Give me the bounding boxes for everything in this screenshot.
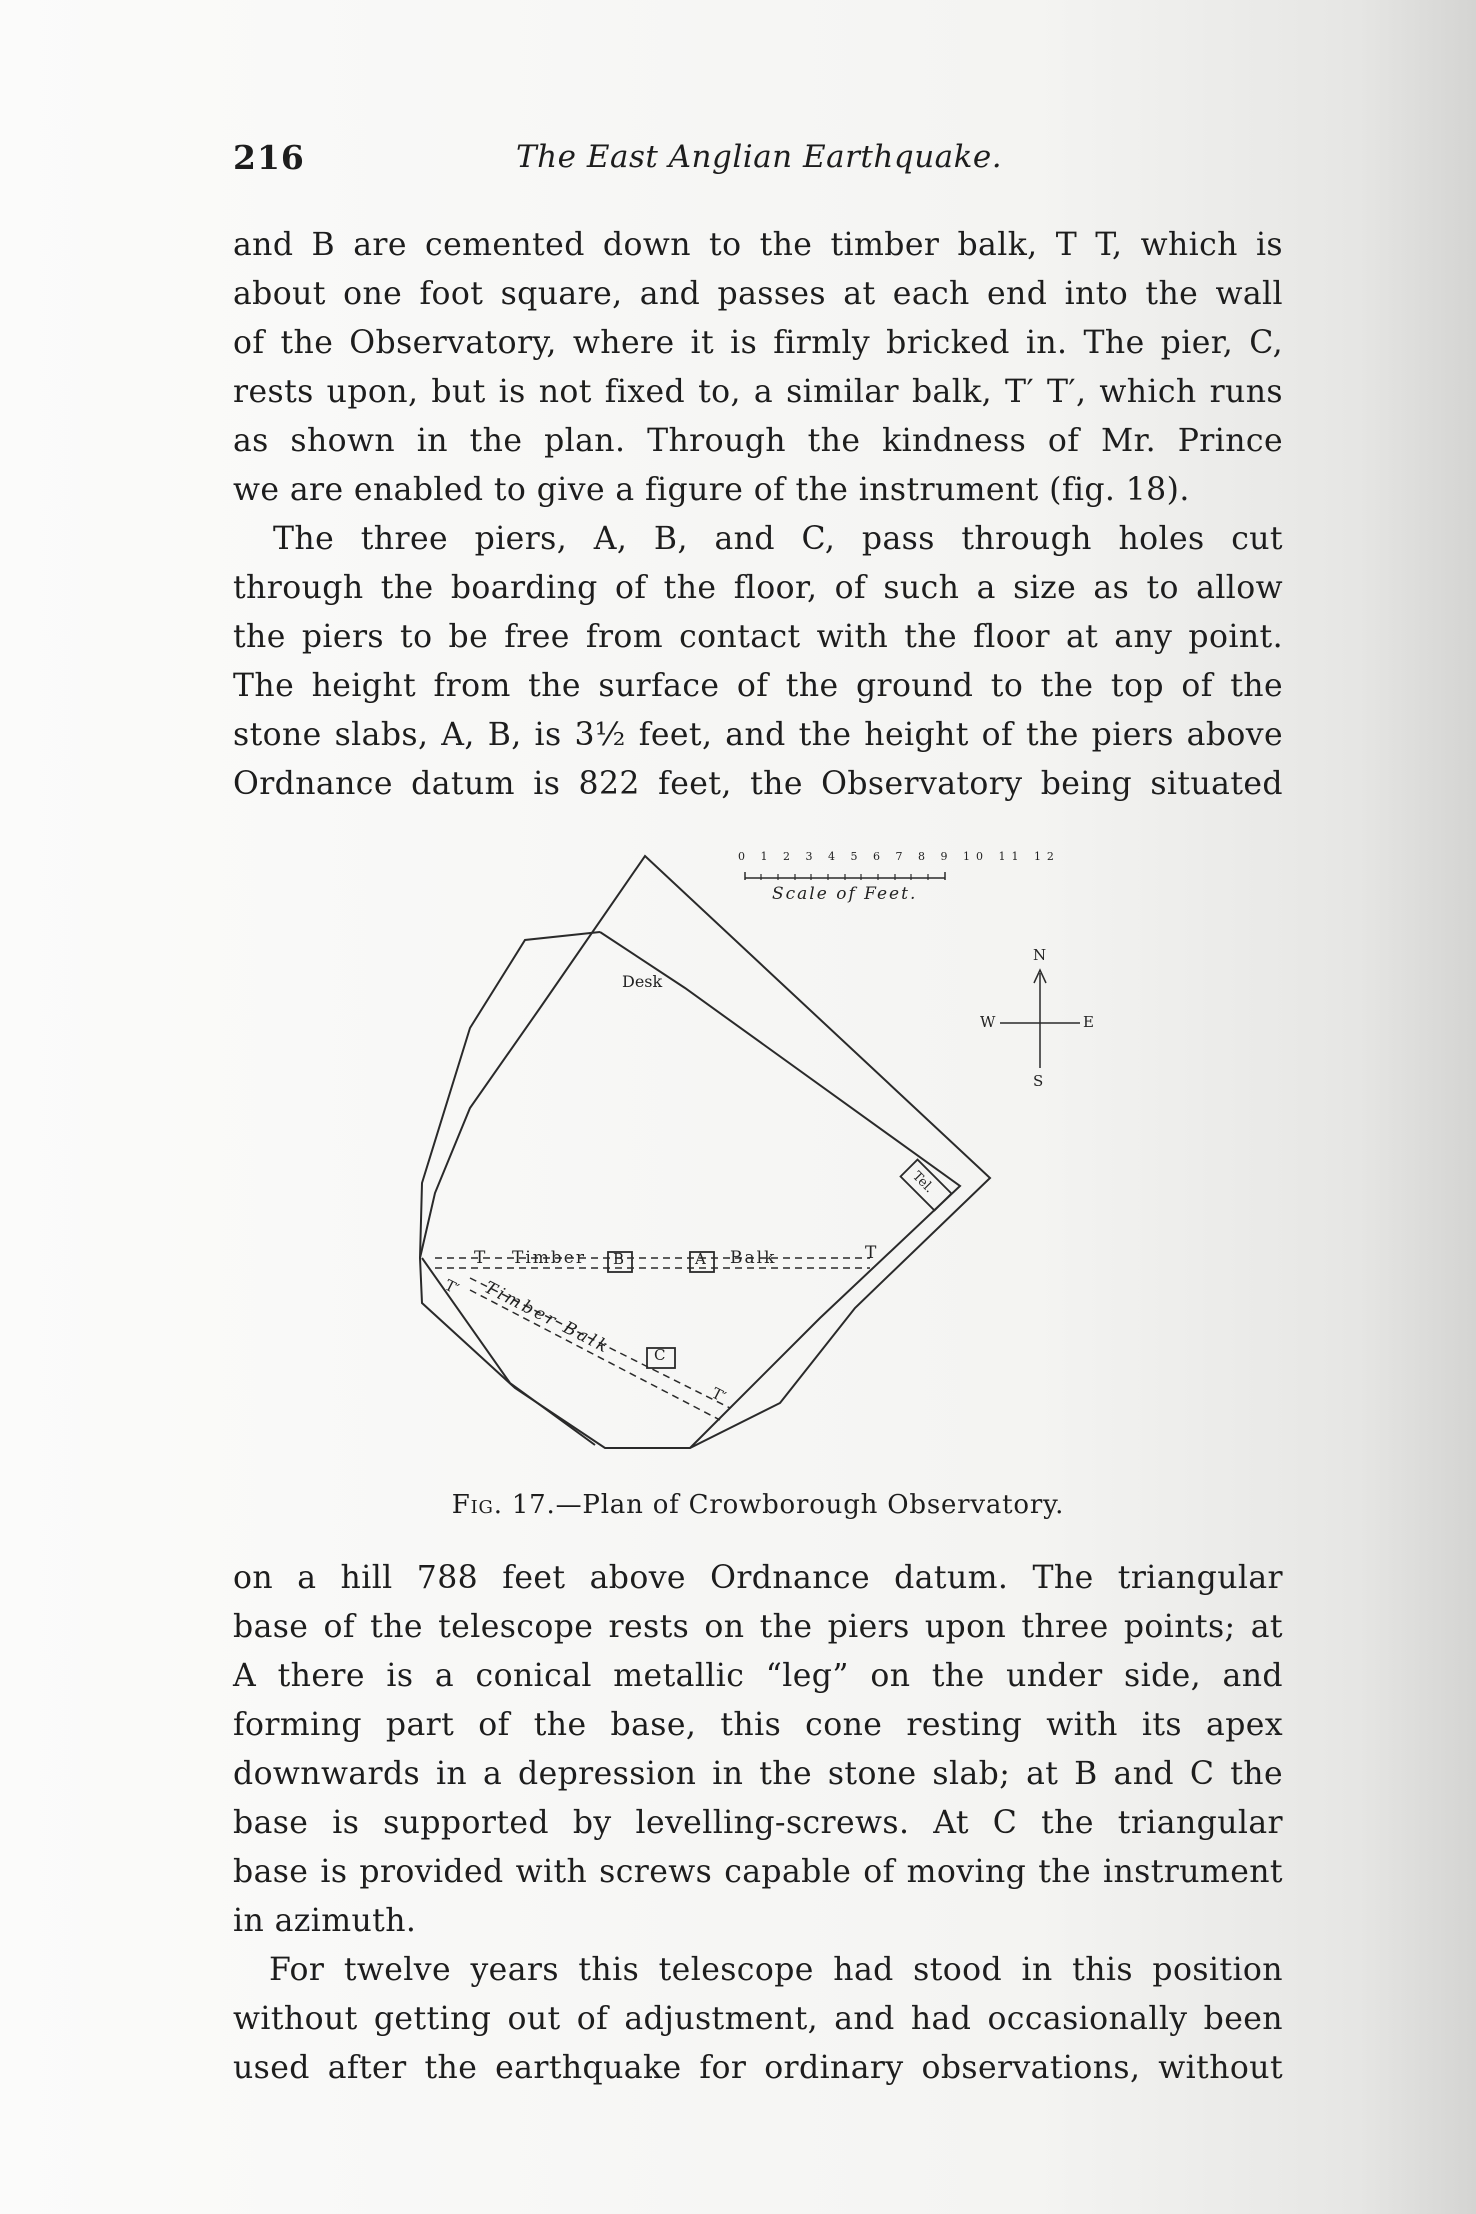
figure-caption [233,1490,1283,1520]
text-line: The three piers, A, B, and C, pass through holes cut [273,521,1283,557]
text-line: the piers to be free from contact with the floor at any point. [233,619,1283,655]
scale-label: Scale of Feet. [772,884,918,904]
text-line: about one foot square, and passes at each end into the wall [233,276,1283,312]
pier-c-label: C [654,1346,666,1364]
compass-east: E [1083,1013,1094,1031]
text-line: Ordnance datum is 822 feet, the Observatory being situated [233,766,1283,802]
text-line: rests upon, but is not fixed to, a similar balk, T′ T′, which runs [233,374,1283,410]
observatory-plan-figure [400,848,1130,1488]
paragraph-1 [233,221,1283,515]
observatory-plan-drawing [400,848,1130,1488]
text-line: in azimuth. [233,1903,417,1939]
scale-tick-numbers: 0 1 2 3 4 5 6 7 8 9 10 11 12 [738,850,1060,863]
text-line: The height from the surface of the ground to the top of the [233,668,1283,704]
text-line: forming part of the base, this cone resting with its apex [233,1707,1283,1743]
text-line: through the boarding of the floor, of such a size as to allow [233,570,1283,606]
text-line: base is supported by levelling-screws. At C the triangular [233,1805,1283,1841]
paragraph-4 [233,1946,1283,2093]
compass-south: S [1033,1072,1044,1090]
compass-west: W [980,1013,996,1031]
caption-text: —Plan of Crowborough Observatory. [555,1490,1065,1520]
diag-balk-label: Timber Balk [481,1277,614,1359]
outer-wall [420,856,990,1448]
text-line: stone slabs, A, B, is 3½ feet, and the height of the piers above [233,717,1283,753]
pier-a-label: A [695,1250,706,1268]
page-header [233,138,1283,188]
page-number: 216 [233,138,305,177]
text-line: on a hill 788 feet above Ordnance datum. The triangular [233,1560,1283,1596]
timber-label: Timber [512,1248,586,1268]
text-line: as shown in the plan. Through the kindness of Mr. Prince [233,423,1283,459]
text-line: used after the earthquake for ordinary observations, without [233,2050,1283,2086]
text-line: of the Observatory, where it is firmly bricked in. The pier, C, [233,325,1283,361]
text-line: without getting out of adjustment, and had occasionally been [233,2001,1283,2037]
diag-balk-t-start: T′ [441,1275,462,1299]
upper-text-block [233,221,1283,809]
balk-t-right: T [865,1243,877,1263]
balk-label: Balk [730,1248,777,1268]
telescope-label: Tel. [909,1168,937,1197]
caption-figure-number: Fig. 17. [451,1490,556,1520]
balk-t-left: T [474,1248,486,1268]
text-line: and B are cemented down to the timber balk, T T, which is [233,227,1283,263]
text-line: base of the telescope rests on the piers upon three points; at [233,1609,1283,1645]
text-line: A there is a conical metallic “leg” on the under side, and [233,1658,1283,1694]
lower-text-block [233,1554,1283,2093]
pier-b-label: B [613,1250,625,1268]
desk-label: Desk [622,972,663,991]
running-title: The East Anglian Earthquake. [516,139,1003,175]
diag-balk-t-end: T′ [708,1383,729,1407]
paragraph-2 [233,515,1283,809]
paragraph-3 [233,1554,1283,1946]
text-line: base is provided with screws capable of moving the instrument [233,1854,1283,1890]
text-line: downwards in a depression in the stone slab; at B and C the [233,1756,1283,1792]
text-line: we are enabled to give a figure of the instrument (fig. 18). [233,472,1190,508]
compass-north: N [1033,946,1047,964]
text-line: For twelve years this telescope had stood in this position [269,1952,1283,1988]
